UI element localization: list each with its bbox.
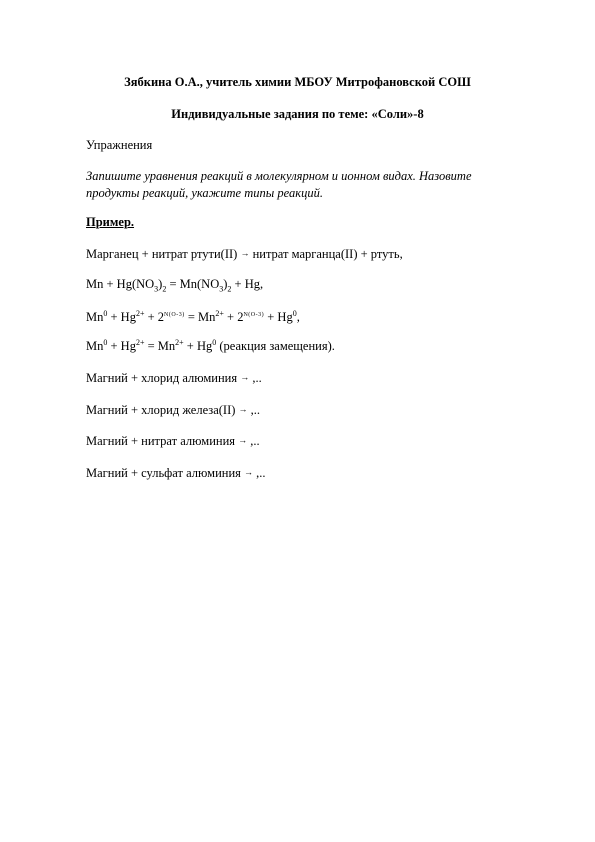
charge: 2+ [135, 308, 145, 318]
task-reactants: Магний + нитрат алюминия [86, 434, 236, 448]
nitrate-ion-formula: N(O-3) [164, 312, 185, 318]
mol-part: ) [223, 277, 228, 291]
author-line: Зябкина О.А., учитель химии МБОУ Митрофановской СОШ [124, 75, 471, 89]
example-word-equation [86, 245, 403, 262]
ionic-part: + Hg [264, 310, 293, 324]
instruction-line-2: продукты реакций, укажите типы реакций. [86, 186, 323, 200]
mol-part: ) [158, 277, 163, 291]
task-placeholder: ,.. [253, 466, 266, 480]
topic-title: Индивидуальные задания по теме: «Соли»-8 [171, 107, 424, 121]
task-placeholder: ,.. [247, 403, 261, 417]
reaction-arrow-icon: → [240, 248, 250, 258]
charge: 2+ [215, 308, 224, 318]
charge: 0 [103, 308, 108, 318]
task-placeholder: ,.. [247, 434, 260, 448]
ionic-part: + 2 [223, 310, 244, 324]
word-products: нитрат марганца(II) + ртуть, [252, 247, 403, 261]
instruction-line-1: Запишите уравнения реакций в молекулярном и ионном видах. Назовите [86, 169, 472, 183]
nitrate-ion-formula: N(O-3) [243, 312, 265, 318]
mol-subscript: 2 [227, 284, 232, 294]
ionic-part: = Mn [184, 310, 216, 324]
task-reactants: Магний + хлорид алюминия [86, 371, 238, 385]
charge: 0 [103, 337, 108, 347]
section-title: Упражнения [86, 138, 153, 152]
mol-part: = Mn(NO [166, 277, 220, 291]
mol-subscript: 3 [154, 284, 159, 294]
task-placeholder: ,.. [249, 371, 262, 385]
ionic-part: + Hg [107, 339, 136, 353]
full-ionic-equation [86, 307, 300, 325]
ionic-part: (реакция замещения). [216, 339, 335, 353]
short-ionic-equation [86, 338, 335, 354]
reaction-arrow-icon: → [244, 467, 254, 477]
mol-part: + Hg, [231, 277, 264, 291]
mol-subscript: 2 [162, 284, 167, 294]
example-label: Пример. [86, 215, 135, 229]
task-item [86, 464, 266, 481]
molecular-equation [86, 276, 263, 292]
reaction-arrow-icon: → [238, 404, 248, 414]
ionic-part: , [296, 310, 300, 324]
task-item [86, 369, 262, 386]
ionic-part: Mn [86, 310, 104, 324]
ionic-part: + 2 [144, 310, 165, 324]
charge: 2+ [175, 337, 184, 347]
charge: 0 [292, 308, 297, 318]
charge: 2+ [135, 337, 145, 347]
reaction-arrow-icon: → [240, 372, 250, 382]
word-reactants: Марганец + нитрат ртути(II) [86, 247, 238, 261]
ionic-part: Mn [86, 339, 104, 353]
mol-part: Mn + Hg(NO [86, 277, 155, 291]
task-item [86, 401, 260, 418]
ionic-part: = Mn [144, 339, 176, 353]
ionic-part: + Hg [107, 310, 136, 324]
task-reactants: Магний + сульфат алюминия [86, 466, 241, 480]
mol-subscript: 3 [219, 284, 224, 294]
task-reactants: Магний + хлорид железа(II) [86, 403, 236, 417]
reaction-arrow-icon: → [238, 435, 248, 445]
charge: 0 [212, 337, 217, 347]
ionic-part: + Hg [183, 339, 213, 353]
task-item [86, 432, 260, 449]
